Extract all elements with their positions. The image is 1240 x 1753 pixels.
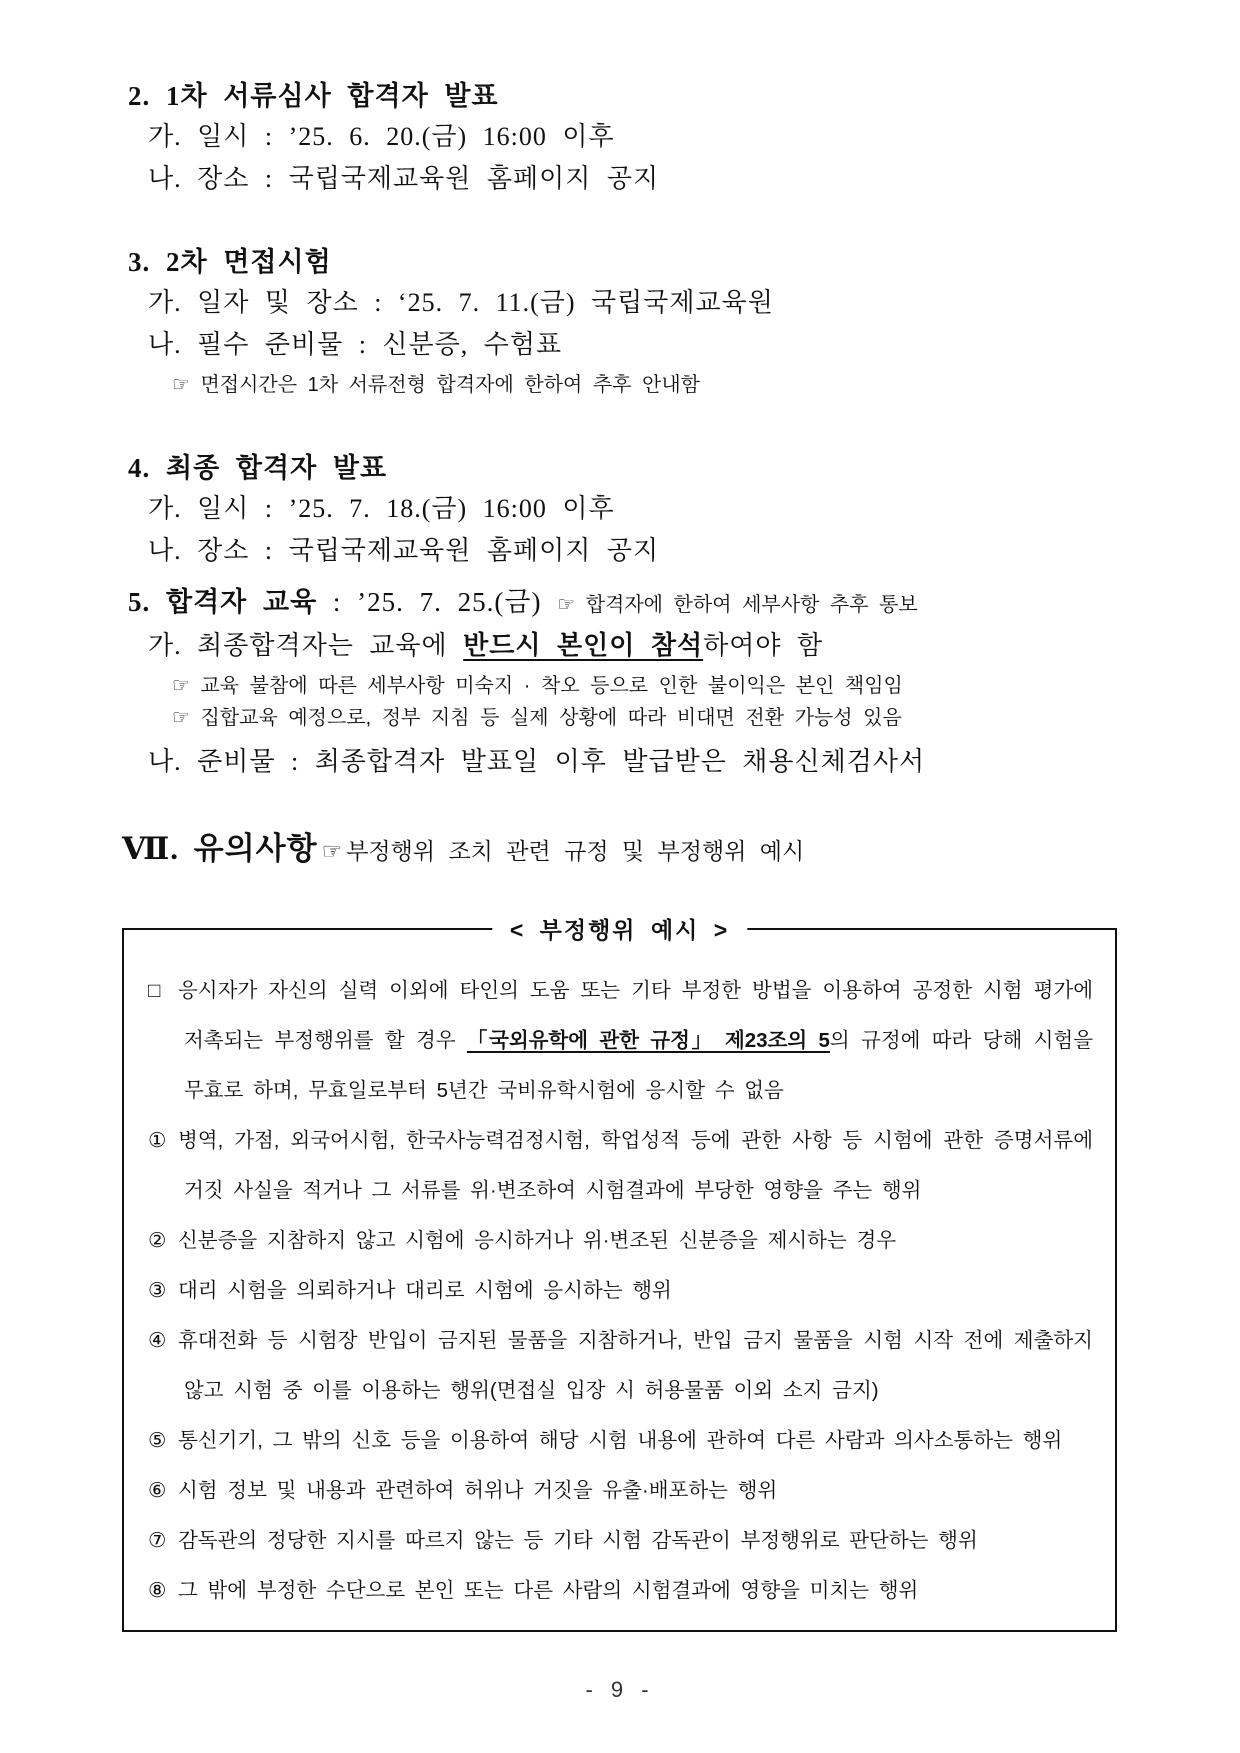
- section-heading: 4. 최종 합격자 발표: [128, 453, 388, 483]
- section-note: ☞ 면접시간은 1차 서류전형 합격자에 한하여 추후 안내함: [172, 374, 700, 396]
- circled-number-icon: ②: [148, 1229, 167, 1252]
- misconduct-item-text: 병역, 가점, 외국어시험, 한국사능력검정시험, 학업성적 등에 관한 사항 등 시험에 관한 증명서류에 거짓 사실을 적거나 그 서류를 위·변조하여 시험결과에 부당한 영향을 주는 행위: [178, 1129, 1093, 1202]
- misconduct-examples-box: [122, 916, 1117, 1632]
- misconduct-intro-before: 응시자가 자신의 실력 이외에 타인의 도움 또는 기타 부정한 방법을 이용하여 공정한 시험 평가에 저촉되는 부정행위를 할 경우: [178, 979, 1093, 1052]
- misconduct-box-title: < 부정행위 예시 >: [492, 912, 747, 945]
- precautions-title: Ⅶ. 유의사항: [122, 831, 318, 866]
- pointer-finger-icon: ☞: [321, 838, 343, 864]
- section-note-format: ☞ 집합교육 예정으로, 정부 지침 등 실제 상황에 따라 비대면 전환 가능성 있음: [172, 707, 902, 729]
- misconduct-item-text: 시험 정보 및 내용과 관련하여 허위나 거짓을 유출·배포하는 행위: [178, 1479, 778, 1502]
- section-interview-exam: [122, 246, 1117, 398]
- section-heading: [128, 586, 1117, 621]
- misconduct-item-text: 대리 시험을 의뢰하거나 대리로 시험에 응시하는 행위: [178, 1279, 672, 1302]
- section-item-required: 나. 준비물 : 최종합격자 발표일 이후 발급받은 채용신체검사서: [148, 747, 926, 776]
- misconduct-item-4: [148, 1316, 1093, 1416]
- circled-number-icon: ⑦: [148, 1529, 167, 1552]
- section-heading: 3. 2차 면접시험: [128, 247, 332, 277]
- section-item-required: 나. 필수 준비물 : 신분증, 수험표: [148, 330, 563, 359]
- section-item-place: 나. 장소 : 국립국제교육원 홈페이지 공지: [148, 164, 660, 193]
- misconduct-item-text: 그 밖에 부정한 수단으로 본인 또는 다른 사람의 시험결과에 영향을 미치는 행위: [178, 1579, 919, 1602]
- section-heading-note: ☞ 합격자에 한하여 세부사항 추후 통보: [557, 594, 918, 616]
- section-heading-date: : ’25. 7. 25.(금): [317, 587, 558, 617]
- section-final-result: [122, 452, 1117, 568]
- precautions-subtitle: 부정행위 조치 관련 규정 및 부정행위 예시: [346, 838, 805, 864]
- section-note-absence: ☞ 교육 불참에 따른 세부사항 미숙지 · 착오 등으로 인한 불이익은 본인 책임임: [172, 675, 903, 697]
- circled-number-icon: ⑥: [148, 1479, 167, 1502]
- regulation-reference: 「국외유학에 관한 규정」 제23조의 5: [466, 1029, 830, 1052]
- misconduct-item-text: 신분증을 지참하지 않고 시험에 응시하거나 위·변조된 신분증을 제시하는 경우: [178, 1229, 897, 1252]
- section-item-date-place: 가. 일자 및 장소 : ‘25. 7. 11.(금) 국립국제교육원: [148, 288, 774, 317]
- attendance-text-before: 가. 최종합격자는 교육에: [148, 631, 464, 660]
- circled-number-icon: ⑤: [148, 1429, 167, 1452]
- section-precautions: [122, 823, 1117, 868]
- misconduct-intro-after: 의 규정에 따라 당해 시험을 무효로 하며, 무효일로부터 5년간 국비유학시험에 응시할 수 없음: [184, 1029, 1093, 1102]
- misconduct-intro: [148, 966, 1093, 1116]
- misconduct-item-3: [148, 1266, 1093, 1316]
- misconduct-item-7: [148, 1516, 1093, 1566]
- misconduct-item-5: [148, 1416, 1093, 1466]
- page-number: - 9 -: [585, 1677, 655, 1702]
- misconduct-item-2: [148, 1216, 1093, 1266]
- section-heading: 2. 1차 서류심사 합격자 발표: [128, 81, 499, 111]
- circled-number-icon: ①: [148, 1129, 167, 1152]
- misconduct-item-6: [148, 1466, 1093, 1516]
- attendance-emphasis: 반드시 본인이 참석: [463, 631, 704, 660]
- circled-number-icon: ⑧: [148, 1579, 167, 1602]
- misconduct-item-8: [148, 1566, 1093, 1616]
- section-heading-bold: 5. 합격자 교육: [128, 587, 318, 617]
- circled-number-icon: ④: [148, 1329, 167, 1352]
- section-item-date: 가. 일시 : ’25. 7. 18.(금) 16:00 이후: [148, 494, 615, 523]
- section-document-screening-result: [122, 80, 1117, 196]
- section-item-place: 나. 장소 : 국립국제교육원 홈페이지 공지: [148, 536, 660, 565]
- section-training: [122, 586, 1117, 779]
- section-item-attendance: [148, 629, 1117, 663]
- misconduct-item-1: [148, 1116, 1093, 1216]
- circled-number-icon: ③: [148, 1279, 167, 1302]
- section-item-date: 가. 일시 : ’25. 6. 20.(금) 16:00 이후: [148, 122, 615, 151]
- checkbox-square-icon: □: [148, 979, 161, 1002]
- misconduct-item-text: 통신기기, 그 밖의 신호 등을 이용하여 해당 시험 내용에 관하여 다른 사람과 의사소통하는 행위: [178, 1429, 1063, 1452]
- misconduct-item-text: 감독관의 정당한 지시를 따르지 않는 등 기타 시험 감독관이 부정행위로 판단하는 행위: [178, 1529, 978, 1552]
- misconduct-item-text: 휴대전화 등 시험장 반입이 금지된 물품을 지참하거나, 반입 금지 물품을 시험 시작 전에 제출하지 않고 시험 중 이를 이용하는 행위(면접실 입장 시 허용물품 이외 소지 금지): [178, 1329, 1093, 1402]
- attendance-text-after: 하여야 함: [703, 631, 824, 660]
